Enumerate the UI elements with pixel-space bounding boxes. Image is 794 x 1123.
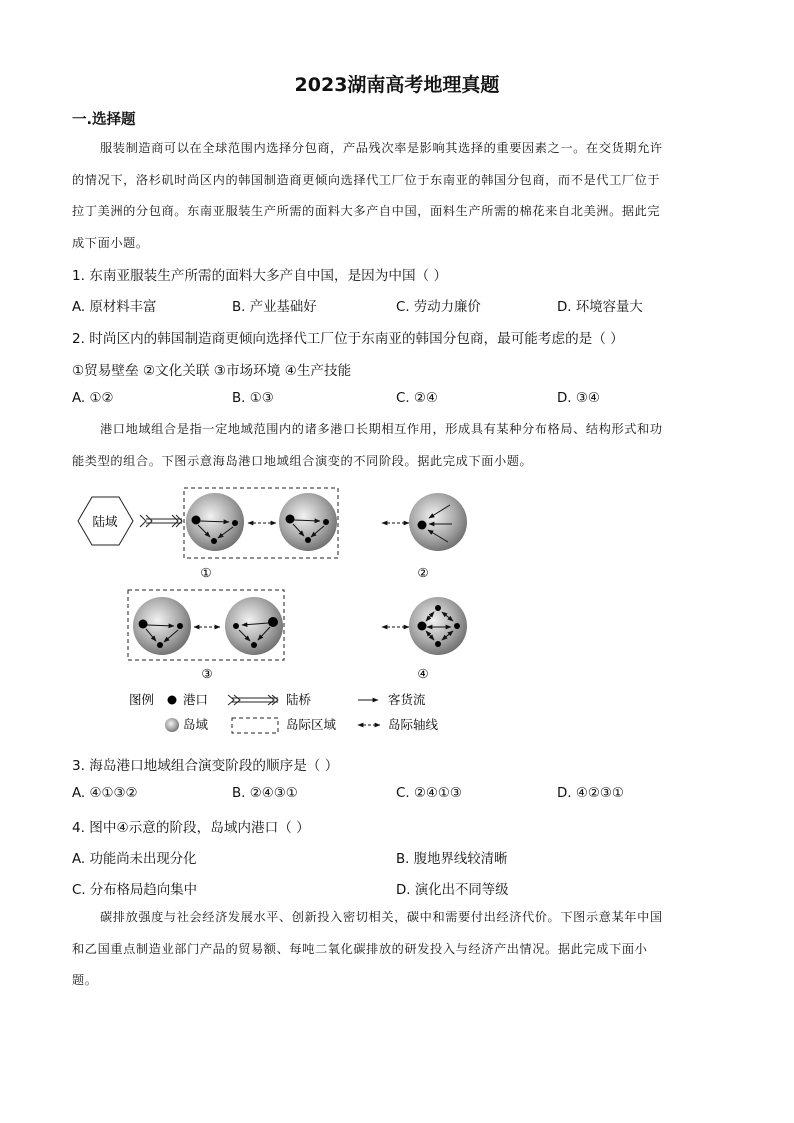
question-2-stem: 2. 时尚区内的韩国制造商更倾向选择代工厂位于东南亚的韩国分包商，最可能考虑的是（ ） [72, 331, 624, 347]
legend-flow-label: 客货流 [388, 692, 426, 707]
land-bridge-symbol [140, 515, 182, 527]
question-2-option-a: A. ①② [72, 391, 114, 406]
port-dot [305, 537, 311, 543]
port-dot [192, 516, 201, 525]
question-1-stem: 1. 东南亚服装生产所需的面料大多产自中国，是因为中国（ ） [72, 268, 448, 284]
question-1-option-b: B. 产业基础好 [232, 300, 317, 315]
passage-1-line: 服装制造商可以在全球范围内选择分包商，产品残次率是影响其选择的重要因素之一。在交货期允许 [100, 141, 663, 155]
question-2-option-d: D. ③④ [557, 391, 600, 406]
port-dot [418, 622, 427, 631]
question-3-option-a: A. ④①③② [72, 786, 138, 801]
question-3-option-d: D. ④②③① [557, 786, 624, 801]
stage-label: ① [200, 565, 212, 580]
port-dot [435, 641, 441, 647]
passage-1-line: 拉丁美洲的分包商。东南亚服装生产所需的面料大多产自中国，面料生产所需的棉花来自北美洲。据此完 [72, 204, 661, 218]
legend-island-label: 岛域 [183, 717, 209, 732]
question-4-option-d: D. 演化出不同等级 [396, 883, 509, 898]
question-3-option-b: B. ②④③① [232, 786, 298, 801]
question-3-option-c: C. ②④①③ [396, 786, 462, 801]
port-dot [139, 620, 148, 629]
port-dot [435, 605, 441, 611]
passage-2-line: 港口地域组合是指一定地域范围内的诸多港口长期相互作用，形成具有某种分布格局、结构形式和功 [100, 422, 663, 436]
question-1-option-c: C. 劳动力廉价 [396, 300, 481, 315]
port-dot [232, 520, 238, 526]
port-dot [233, 623, 239, 629]
passage-3-line: 和乙国重点制造业部门产品的贸易额、每吨二氧化碳排放的研发投入与经济产出情况。据此完成下面小 [72, 941, 648, 956]
passage-1-line: 成下面小题。 [72, 235, 149, 250]
legend-axis-label: 岛际轴线 [388, 717, 439, 732]
port-dot [177, 623, 183, 629]
passage-1 [72, 133, 732, 259]
legend-port-symbol [168, 696, 177, 705]
legend-bridge-symbol [228, 695, 278, 705]
passage-2-line: 能类型的组合。下图示意海岛港口地域组合演变的不同阶段。据此完成下面小题。 [72, 453, 533, 468]
legend-port-label: 港口 [183, 692, 209, 707]
section-heading: 一.选择题 [72, 112, 136, 128]
legend-region-symbol [232, 718, 278, 733]
legend-bridge-label: 陆桥 [286, 692, 312, 707]
port-dot [211, 538, 217, 544]
question-2-option-c: C. ②④ [396, 391, 438, 406]
question-2-option-b: B. ①③ [232, 391, 274, 406]
question-4-stem: 4. 图中④示意的阶段，岛域内港口（ ） [72, 820, 310, 836]
stage-label: ② [417, 565, 429, 580]
land-label: 陆域 [92, 514, 118, 529]
port-dot [268, 617, 278, 627]
passage-3-line: 碳排放强度与社会经济发展水平、创新投入密切相关，碳中和需要付出经济代价。下图示意某年中国 [100, 910, 663, 924]
port-dot [418, 521, 427, 530]
port-dot [251, 642, 257, 648]
legend-title: 图例 [129, 692, 155, 707]
stage-label: ③ [201, 666, 213, 681]
question-3-stem: 3. 海岛港口地域组合演变阶段的顺序是（ ） [72, 758, 339, 774]
passage-1-line: 的情况下，洛杉矶时尚区内的韩国制造商更倾向选择代工厂位于东南亚的韩国分包商，而不是代工厂位于 [72, 172, 661, 187]
question-2-items: ①贸易壁垒 ②文化关联 ③市场环境 ④生产技能 [72, 363, 352, 379]
question-4-option-c: C. 分布格局趋向集中 [72, 883, 197, 898]
question-1-option-d: D. 环境容量大 [557, 300, 643, 315]
stage-label: ④ [417, 666, 429, 681]
legend-region-label: 岛际区域 [286, 717, 337, 732]
question-1-option-a: A. 原材料丰富 [72, 300, 157, 315]
port-dot [454, 623, 460, 629]
figure-legend [129, 692, 439, 733]
passage-3-line: 题。 [72, 973, 98, 987]
island-disc [409, 493, 467, 551]
question-4-option-b: B. 腹地界线较清晰 [396, 852, 508, 867]
port-dot [157, 642, 163, 648]
port-dot [323, 519, 329, 525]
question-4-option-a: A. 功能尚未出现分化 [72, 852, 197, 867]
passage-2 [72, 414, 732, 477]
port-evolution-figure [0, 480, 794, 742]
passage-3 [72, 902, 732, 997]
port-dot [286, 515, 295, 524]
page-title: 2023湖南高考地理真题 [294, 74, 500, 96]
legend-island-symbol [165, 718, 179, 732]
